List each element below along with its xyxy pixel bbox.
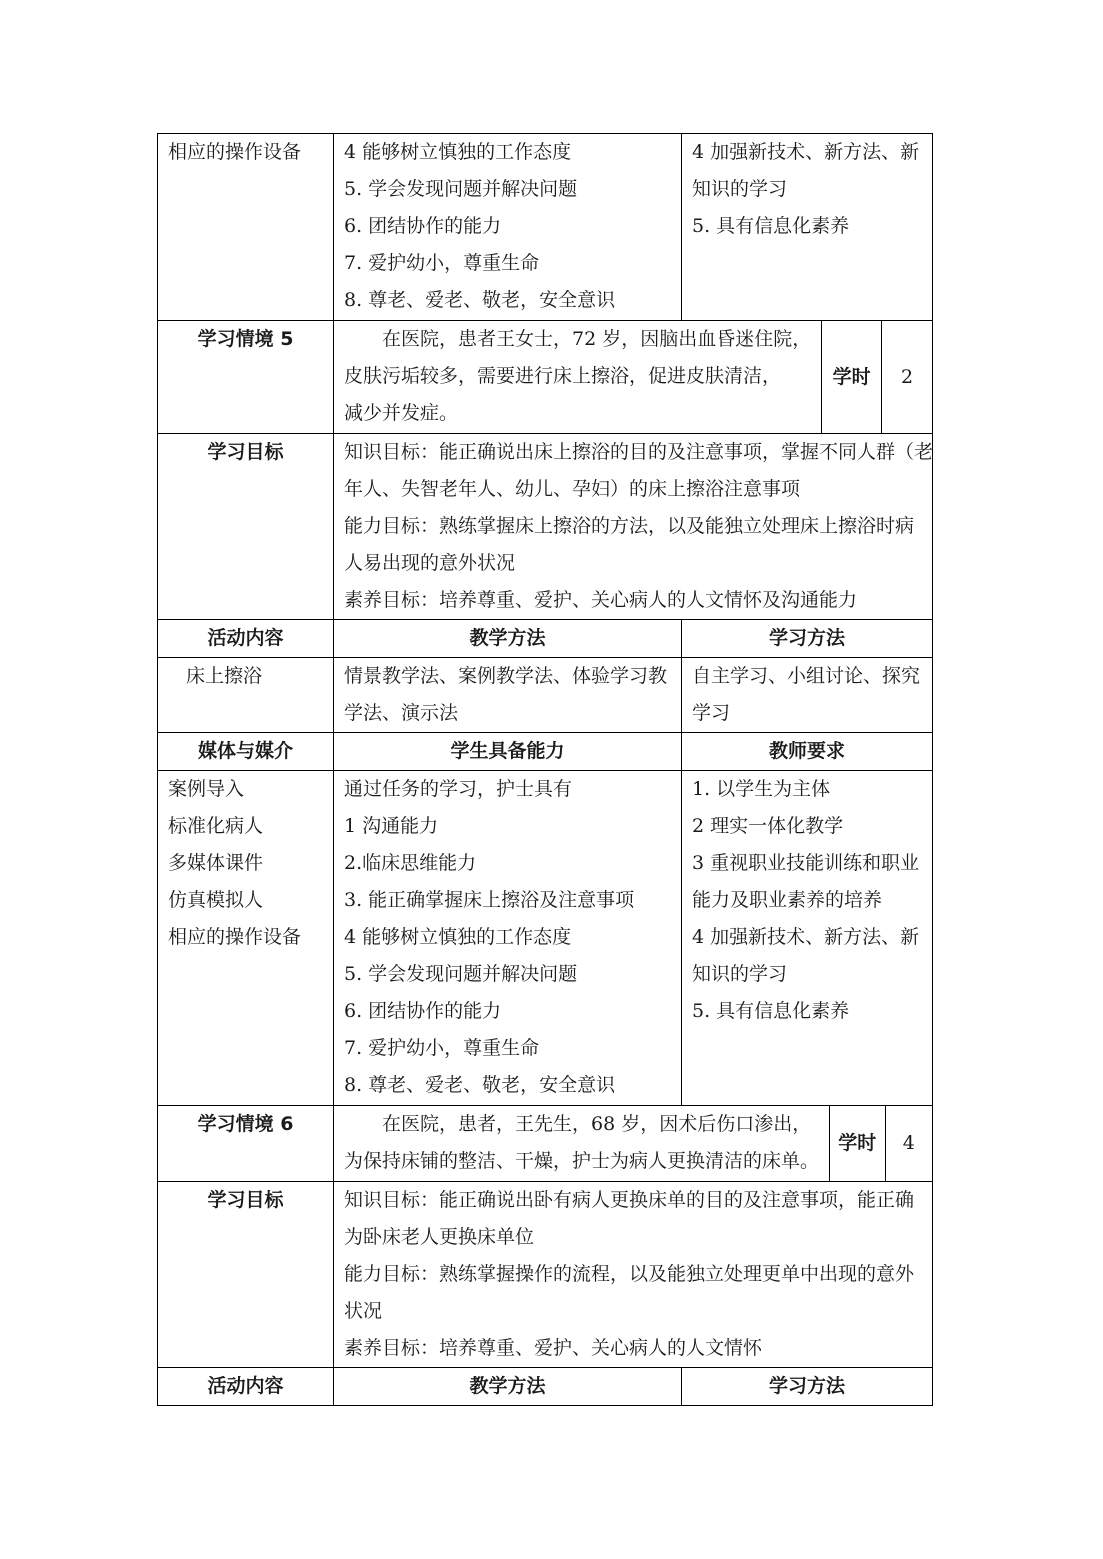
ability-item: 6. 团结协作的能力 xyxy=(344,1000,502,1022)
learning-cell xyxy=(682,658,933,733)
header-row xyxy=(158,620,933,658)
hours-value: 4 xyxy=(902,1132,915,1154)
goals-row xyxy=(158,1182,933,1368)
scenario-text xyxy=(334,321,822,433)
teacher-cell xyxy=(682,134,933,321)
ability-item: 1 沟通能力 xyxy=(344,815,439,837)
ability-item: 6. 团结协作的能力 xyxy=(344,215,502,237)
teacher-item: 4 加强新技术、新方法、新 xyxy=(692,926,920,948)
goals-label: 学习目标 xyxy=(158,1182,334,1368)
scenario-label: 学习情境 6 xyxy=(158,1106,334,1182)
ability-item: 8. 尊老、爱老、敬老，安全意识 xyxy=(344,1074,616,1096)
header-media: 媒体与媒介 xyxy=(158,733,334,771)
learning-line: 自主学习、小组讨论、探究 xyxy=(692,665,921,687)
teaching-cell xyxy=(334,658,682,733)
goal-line: 人易出现的意外状况 xyxy=(344,552,516,574)
goals-cell xyxy=(334,434,933,620)
hours-label: 学时 xyxy=(830,1106,886,1181)
scenario-line: 在医院，患者，王先生，68 岁，因术后伤口渗出， xyxy=(382,1113,812,1135)
teacher-item: 1. 以学生为主体 xyxy=(692,778,831,800)
scenario-line: 在医院，患者王女士，72 岁，因脑出血昏迷住院， xyxy=(382,328,812,350)
header-abilities: 学生具备能力 xyxy=(334,733,682,771)
media-item: 案例导入 xyxy=(168,778,245,800)
goal-line: 知识目标：能正确说出床上擦浴的目的及注意事项，掌握不同人群（老 xyxy=(344,441,934,463)
goal-line: 能力目标：熟练掌握操作的流程，以及能独立处理更单中出现的意外 xyxy=(344,1263,915,1285)
media-item: 多媒体课件 xyxy=(168,852,264,874)
ability-item: 2.临床思维能力 xyxy=(344,852,477,874)
goal-line: 年人、失智老年人、幼儿、孕妇）的床上擦浴注意事项 xyxy=(344,478,801,500)
ability-item: 5. 学会发现问题并解决问题 xyxy=(344,178,578,200)
ability-item: 7. 爱护幼小，尊重生命 xyxy=(344,1037,540,1059)
goal-line: 素养目标：培养尊重、爱护、关心病人的人文情怀及沟通能力 xyxy=(344,589,858,611)
activity-content: 床上擦浴 xyxy=(158,658,334,733)
hours-value: 2 xyxy=(900,365,914,388)
media-item: 仿真模拟人 xyxy=(168,889,264,911)
goal-line: 知识目标：能正确说出卧有病人更换床单的目的及注意事项，能正确 xyxy=(344,1189,915,1211)
table-row xyxy=(158,134,933,321)
scenario-cell xyxy=(334,321,933,434)
scenario-cell xyxy=(334,1106,933,1182)
scenario-line: 皮肤污垢较多，需要进行床上擦浴，促进皮肤清洁， xyxy=(344,365,782,387)
scenario-text xyxy=(334,1106,830,1181)
abilities-cell xyxy=(334,134,682,321)
ability-item: 3. 能正确掌握床上擦浴及注意事项 xyxy=(344,889,635,911)
media-cell xyxy=(158,771,334,1106)
header-learning: 学习方法 xyxy=(682,1368,933,1406)
teacher-item: 2 理实一体化教学 xyxy=(692,815,844,837)
teacher-item: 知识的学习 xyxy=(692,178,788,200)
learning-line: 学习 xyxy=(692,702,731,724)
activity-row xyxy=(158,658,933,733)
teacher-item: 5. 具有信息化素养 xyxy=(692,1000,850,1022)
header-teaching: 教学方法 xyxy=(334,1368,682,1406)
goal-line: 能力目标：熟练掌握床上擦浴的方法，以及能独立处理床上擦浴时病 xyxy=(344,515,915,537)
teaching-line: 学法、演示法 xyxy=(344,702,459,724)
ability-item: 4 能够树立慎独的工作态度 xyxy=(344,141,572,163)
scenario-line: 为保持床铺的整洁、干燥，护士为病人更换清洁的床单。 xyxy=(344,1150,820,1172)
scenario-label: 学习情境 5 xyxy=(158,321,334,434)
ability-item: 8. 尊老、爱老、敬老，安全意识 xyxy=(344,289,616,311)
scenario-line: 减少并发症。 xyxy=(344,402,459,424)
media-item: 相应的操作设备 xyxy=(168,141,302,163)
header-teaching: 教学方法 xyxy=(334,620,682,658)
teaching-line: 情景教学法、案例教学法、体验学习教 xyxy=(344,665,668,687)
media-item: 标准化病人 xyxy=(168,815,264,837)
goals-row xyxy=(158,434,933,620)
hours-label: 学时 xyxy=(822,321,882,433)
teacher-item: 3 重视职业技能训练和职业 xyxy=(692,852,920,874)
header-row xyxy=(158,733,933,771)
details-row xyxy=(158,771,933,1106)
goals-label: 学习目标 xyxy=(158,434,334,620)
header-teacher: 教师要求 xyxy=(682,733,933,771)
media-item: 相应的操作设备 xyxy=(168,926,302,948)
teacher-item: 4 加强新技术、新方法、新 xyxy=(692,141,920,163)
goal-line: 状况 xyxy=(344,1300,383,1322)
header-learning: 学习方法 xyxy=(682,620,933,658)
header-activity: 活动内容 xyxy=(158,1368,334,1406)
goal-line: 素养目标：培养尊重、爱护、关心病人的人文情怀 xyxy=(344,1337,763,1359)
ability-item: 通过任务的学习，护士具有 xyxy=(344,778,573,800)
header-row xyxy=(158,1368,933,1406)
header-activity: 活动内容 xyxy=(158,620,334,658)
teacher-item: 5. 具有信息化素养 xyxy=(692,215,850,237)
scenario-row xyxy=(158,1106,933,1182)
ability-item: 7. 爱护幼小，尊重生命 xyxy=(344,252,540,274)
abilities-cell xyxy=(334,771,682,1106)
goal-line: 为卧床老人更换床单位 xyxy=(344,1226,535,1248)
curriculum-table xyxy=(157,133,933,1406)
ability-item: 5. 学会发现问题并解决问题 xyxy=(344,963,578,985)
teacher-item: 知识的学习 xyxy=(692,963,788,985)
goals-cell xyxy=(334,1182,933,1368)
media-cell xyxy=(158,134,334,321)
scenario-row xyxy=(158,321,933,434)
teacher-item: 能力及职业素养的培养 xyxy=(692,889,883,911)
teacher-cell xyxy=(682,771,933,1106)
ability-item: 4 能够树立慎独的工作态度 xyxy=(344,926,572,948)
